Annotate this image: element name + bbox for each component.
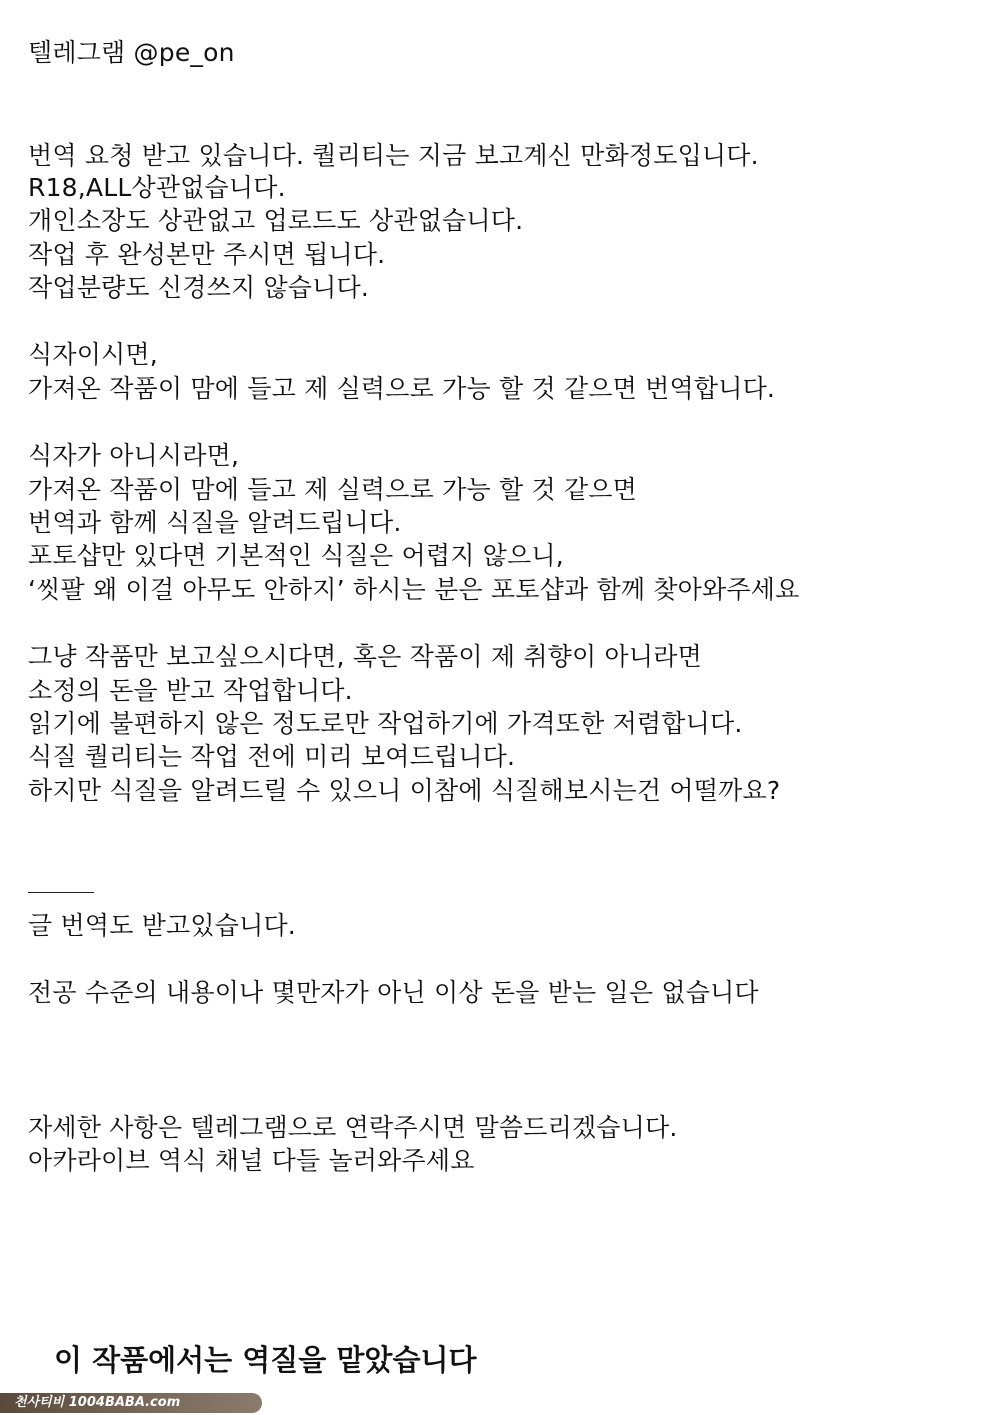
contact-line-2: 아카라이브 역식 채널 다들 놀러와주세요	[28, 1146, 475, 1175]
non-typesetter-line-2: 가져온 작품이 맘에 들고 제 실력으로 가능 할 것 같으면	[28, 475, 638, 504]
text-translation-line-2: 전공 수준의 내용이나 몇만자가 아닌 이상 돈을 받는 일은 없습니다	[28, 978, 759, 1007]
typesetter-line-1: 식자이시면,	[28, 340, 158, 369]
section-divider	[28, 892, 94, 893]
role-note: 이 작품에서는 역질을 맡았습니다	[54, 1343, 477, 1377]
typesetter-line-2: 가져온 작품이 맘에 들고 제 실력으로 가능 할 것 같으면 번역합니다.	[28, 374, 776, 403]
contact-line-1: 자세한 사항은 텔레그램으로 연락주시면 말씀드리겠습니다.	[28, 1113, 678, 1142]
just-read-line-3: 읽기에 불편하지 않은 정도로만 작업하기에 가격또한 저렴합니다.	[28, 709, 743, 738]
request-line-2: R18,ALL상관없습니다.	[28, 173, 286, 202]
non-typesetter-line-4: 포토샵만 있다면 기본적인 식질은 어렵지 않으니,	[28, 541, 564, 570]
just-read-line-5: 하지만 식질을 알려드릴 수 있으니 이참에 식질해보시는건 어떨까요?	[28, 776, 781, 805]
text-translation-line-1: 글 번역도 받고있습니다.	[28, 911, 296, 940]
non-typesetter-line-5: ‘씻팔 왜 이걸 아무도 안하지’ 하시는 분은 포토샵과 함께 찾아와주세요	[28, 575, 800, 604]
non-typesetter-line-3: 번역과 함께 식질을 알려드립니다.	[28, 508, 402, 537]
request-line-5: 작업분량도 신경쓰지 않습니다.	[28, 273, 369, 302]
just-read-line-2: 소정의 돈을 받고 작업합니다.	[28, 676, 353, 705]
site-watermark: 천사티비 1004BABA.com	[0, 1393, 262, 1413]
request-line-1: 번역 요청 받고 있습니다. 퀄리티는 지금 보고계신 만화정도입니다.	[28, 141, 759, 170]
request-line-3: 개인소장도 상관없고 업로드도 상관없습니다.	[28, 206, 524, 235]
non-typesetter-line-1: 식자가 아니시라면,	[28, 441, 240, 470]
just-read-line-1: 그냥 작품만 보고싶으시다면, 혹은 작품이 제 취향이 아니라면	[28, 642, 702, 671]
request-line-4: 작업 후 완성본만 주시면 됩니다.	[28, 240, 386, 269]
just-read-line-4: 식질 퀄리티는 작업 전에 미리 보여드립니다.	[28, 742, 516, 771]
telegram-handle: 텔레그램 @pe_on	[28, 38, 235, 67]
